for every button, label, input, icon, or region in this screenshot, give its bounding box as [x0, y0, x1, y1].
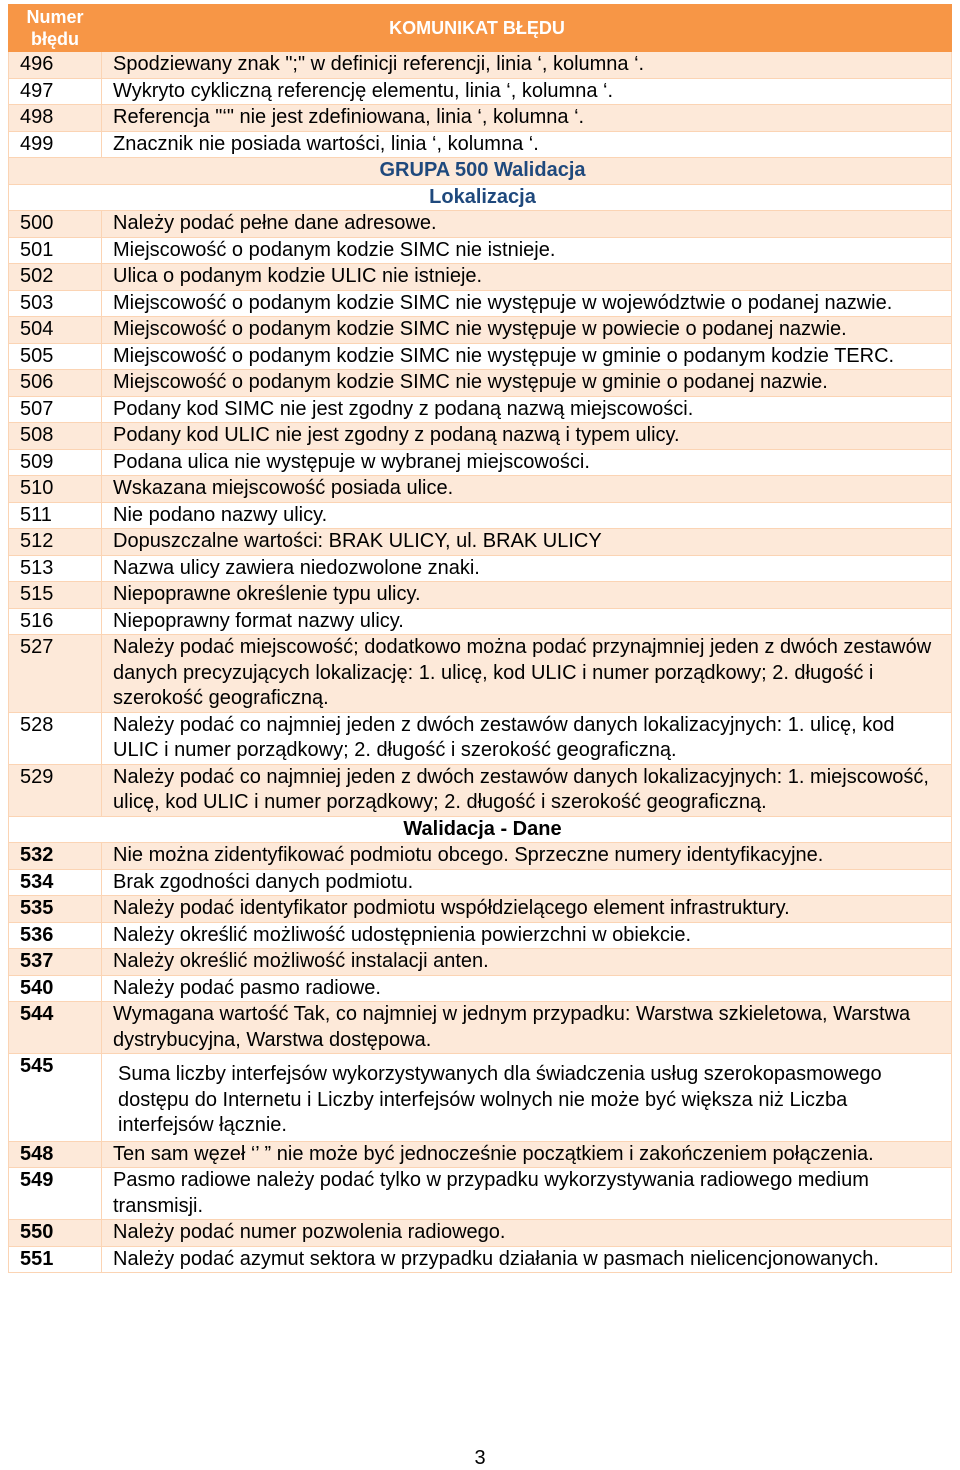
error-message: Należy podać identyfikator podmiotu współdzielącego element infrastruktury.	[102, 896, 952, 923]
error-code: 510	[9, 476, 102, 503]
error-code: 512	[9, 529, 102, 556]
error-code: 550	[9, 1220, 102, 1247]
error-code: 498	[9, 105, 102, 132]
error-code: 540	[9, 975, 102, 1002]
error-code: 513	[9, 555, 102, 582]
table-row	[9, 975, 952, 1002]
header-message: KOMUNIKAT BŁĘDU	[102, 5, 952, 52]
error-message: Pasmo radiowe należy podać tylko w przypadku wykorzystywania radiowego medium transmisji.	[102, 1168, 952, 1220]
table-row	[9, 555, 952, 582]
error-code: 508	[9, 423, 102, 450]
table-row	[9, 1168, 952, 1220]
table-row	[9, 317, 952, 344]
error-message: Należy podać azymut sektora w przypadku działania w pasmach nielicencjonowanych.	[102, 1246, 952, 1273]
error-code: 509	[9, 449, 102, 476]
error-message	[102, 1054, 952, 1142]
table-row	[9, 423, 952, 450]
error-message: Należy podać numer pozwolenia radiowego.	[102, 1220, 952, 1247]
group-subtitle-row	[9, 184, 952, 211]
error-code: 532	[9, 843, 102, 870]
error-code: 549	[9, 1168, 102, 1220]
table-row	[9, 264, 952, 291]
error-code: 527	[9, 635, 102, 713]
table-row	[9, 896, 952, 923]
table-row	[9, 949, 952, 976]
section-title: Walidacja - Dane	[9, 816, 952, 843]
table-row	[9, 869, 952, 896]
error-codes-table	[8, 4, 952, 1273]
error-message: Wymagana wartość Tak, co najmniej w jednym przypadku: Warstwa szkieletowa, Warstwa dystrybucyjna, Warstwa dostępowa.	[102, 1002, 952, 1054]
error-code: 548	[9, 1141, 102, 1168]
error-code: 515	[9, 582, 102, 609]
table-row	[9, 237, 952, 264]
error-message: Podany kod ULIC nie jest zgodny z podaną nazwą i typem ulicy.	[102, 423, 952, 450]
error-message: Brak zgodności danych podmiotu.	[102, 869, 952, 896]
error-code: 551	[9, 1246, 102, 1273]
error-message: Wykryto cykliczną referencję elementu, linia ‘, kolumna ‘.	[102, 78, 952, 105]
error-message: Miejscowość o podanym kodzie SIMC nie występuje w gminie o podanym kodzie TERC.	[102, 343, 952, 370]
table-row	[9, 922, 952, 949]
rows-group-b	[9, 211, 952, 817]
table-row	[9, 343, 952, 370]
error-code: 536	[9, 922, 102, 949]
error-message: Należy podać miejscowość; dodatkowo można podać przynajmniej jeden z dwóch zestawów danych precyzujących lokalizację: 1. ulicę, kod ULIC i numer porządkowy; 2. długość i szerokość geograficzną.	[102, 635, 952, 713]
table-row	[9, 211, 952, 238]
table-row	[9, 764, 952, 816]
section-title-row	[9, 816, 952, 843]
page-number: 3	[474, 1447, 486, 1469]
table-row	[9, 635, 952, 713]
error-message: Nazwa ulicy zawiera niedozwolone znaki.	[102, 555, 952, 582]
error-code: 516	[9, 608, 102, 635]
error-code: 545	[9, 1054, 102, 1142]
error-message: Należy podać co najmniej jeden z dwóch zestawów danych lokalizacyjnych: 1. miejscowość, ulicę, kod ULIC i numer porządkowy; 2. długość i szerokość geograficzną.	[102, 764, 952, 816]
table-row	[9, 1246, 952, 1273]
table-row	[9, 78, 952, 105]
error-message: Niepoprawne określenie typu ulicy.	[102, 582, 952, 609]
error-code: 502	[9, 264, 102, 291]
error-message: Należy określić możliwość instalacji anten.	[102, 949, 952, 976]
table-row	[9, 502, 952, 529]
error-message: Nie można zidentyfikować podmiotu obcego. Sprzeczne numery identyfikacyjne.	[102, 843, 952, 870]
error-message: Nie podano nazwy ulicy.	[102, 502, 952, 529]
error-code: 507	[9, 396, 102, 423]
error-code: 529	[9, 764, 102, 816]
error-message: Niepoprawny format nazwy ulicy.	[102, 608, 952, 635]
table-row	[9, 712, 952, 764]
error-code: 499	[9, 131, 102, 158]
table-row	[9, 131, 952, 158]
error-message: Ulica o podanym kodzie ULIC nie istnieje.	[102, 264, 952, 291]
error-message: Miejscowość o podanym kodzie SIMC nie istnieje.	[102, 237, 952, 264]
error-message: Należy podać pełne dane adresowe.	[102, 211, 952, 238]
error-message: Spodziewany znak ";" w definicji referencji, linia ‘, kolumna ‘.	[102, 52, 952, 79]
error-code: 534	[9, 869, 102, 896]
group-subtitle: Lokalizacja	[9, 184, 952, 211]
table-row	[9, 582, 952, 609]
table-row	[9, 608, 952, 635]
error-code: 528	[9, 712, 102, 764]
table-row	[9, 449, 952, 476]
error-code: 503	[9, 290, 102, 317]
error-code: 497	[9, 78, 102, 105]
table-row	[9, 396, 952, 423]
error-code: 544	[9, 1002, 102, 1054]
table-row	[9, 105, 952, 132]
error-message: Należy podać pasmo radiowe.	[102, 975, 952, 1002]
error-message: Miejscowość o podanym kodzie SIMC nie występuje w województwie o podanej nazwie.	[102, 290, 952, 317]
error-code: 496	[9, 52, 102, 79]
error-code: 535	[9, 896, 102, 923]
group-title-row	[9, 158, 952, 185]
table-row	[9, 290, 952, 317]
error-message: Podany kod SIMC nie jest zgodny z podaną nazwą miejscowości.	[102, 396, 952, 423]
rows-group-c	[9, 843, 952, 1273]
error-message: Podana ulica nie występuje w wybranej miejscowości.	[102, 449, 952, 476]
table-row	[9, 476, 952, 503]
table-row	[9, 1220, 952, 1247]
error-message: Wskazana miejscowość posiada ulice.	[102, 476, 952, 503]
header-code: Numer błędu	[9, 5, 102, 52]
table-row	[9, 52, 952, 79]
table-row	[9, 1002, 952, 1054]
error-message: Miejscowość o podanym kodzie SIMC nie występuje w powiecie o podanej nazwie.	[102, 317, 952, 344]
error-code: 506	[9, 370, 102, 397]
table-row	[9, 1054, 952, 1142]
rows-group-a	[9, 52, 952, 158]
error-code: 504	[9, 317, 102, 344]
table-row	[9, 529, 952, 556]
error-message: Znacznik nie posiada wartości, linia ‘, kolumna ‘.	[102, 131, 952, 158]
error-message: Należy określić możliwość udostępnienia powierzchni w obiekcie.	[102, 922, 952, 949]
error-message: Miejscowość o podanym kodzie SIMC nie występuje w gminie o podanej nazwie.	[102, 370, 952, 397]
error-code: 537	[9, 949, 102, 976]
error-message: Dopuszczalne wartości: BRAK ULICY, ul. BRAK ULICY	[102, 529, 952, 556]
error-code: 500	[9, 211, 102, 238]
table-header-row	[9, 5, 952, 52]
error-message: Ten sam węzeł ‘’ ” nie może być jednocześnie początkiem i zakończeniem połączenia.	[102, 1141, 952, 1168]
error-code: 511	[9, 502, 102, 529]
error-message: Referencja "‘" nie jest zdefiniowana, linia ‘, kolumna ‘.	[102, 105, 952, 132]
group-title: GRUPA 500 Walidacja	[9, 158, 952, 185]
error-code: 501	[9, 237, 102, 264]
error-code: 505	[9, 343, 102, 370]
table-row	[9, 843, 952, 870]
table-row	[9, 1141, 952, 1168]
error-message-text: Suma liczby interfejsów wykorzystywanych dla świadczenia usług szerokopasmowego dostępu do Internetu i Liczby interfejsów wolnych nie może być większa niż Liczba interfejsów łącznie.	[118, 1063, 882, 1136]
error-message: Należy podać co najmniej jeden z dwóch zestawów danych lokalizacyjnych: 1. ulicę, kod ULIC i numer porządkowy; 2. długość i szerokość geograficzną.	[102, 712, 952, 764]
table-row	[9, 370, 952, 397]
